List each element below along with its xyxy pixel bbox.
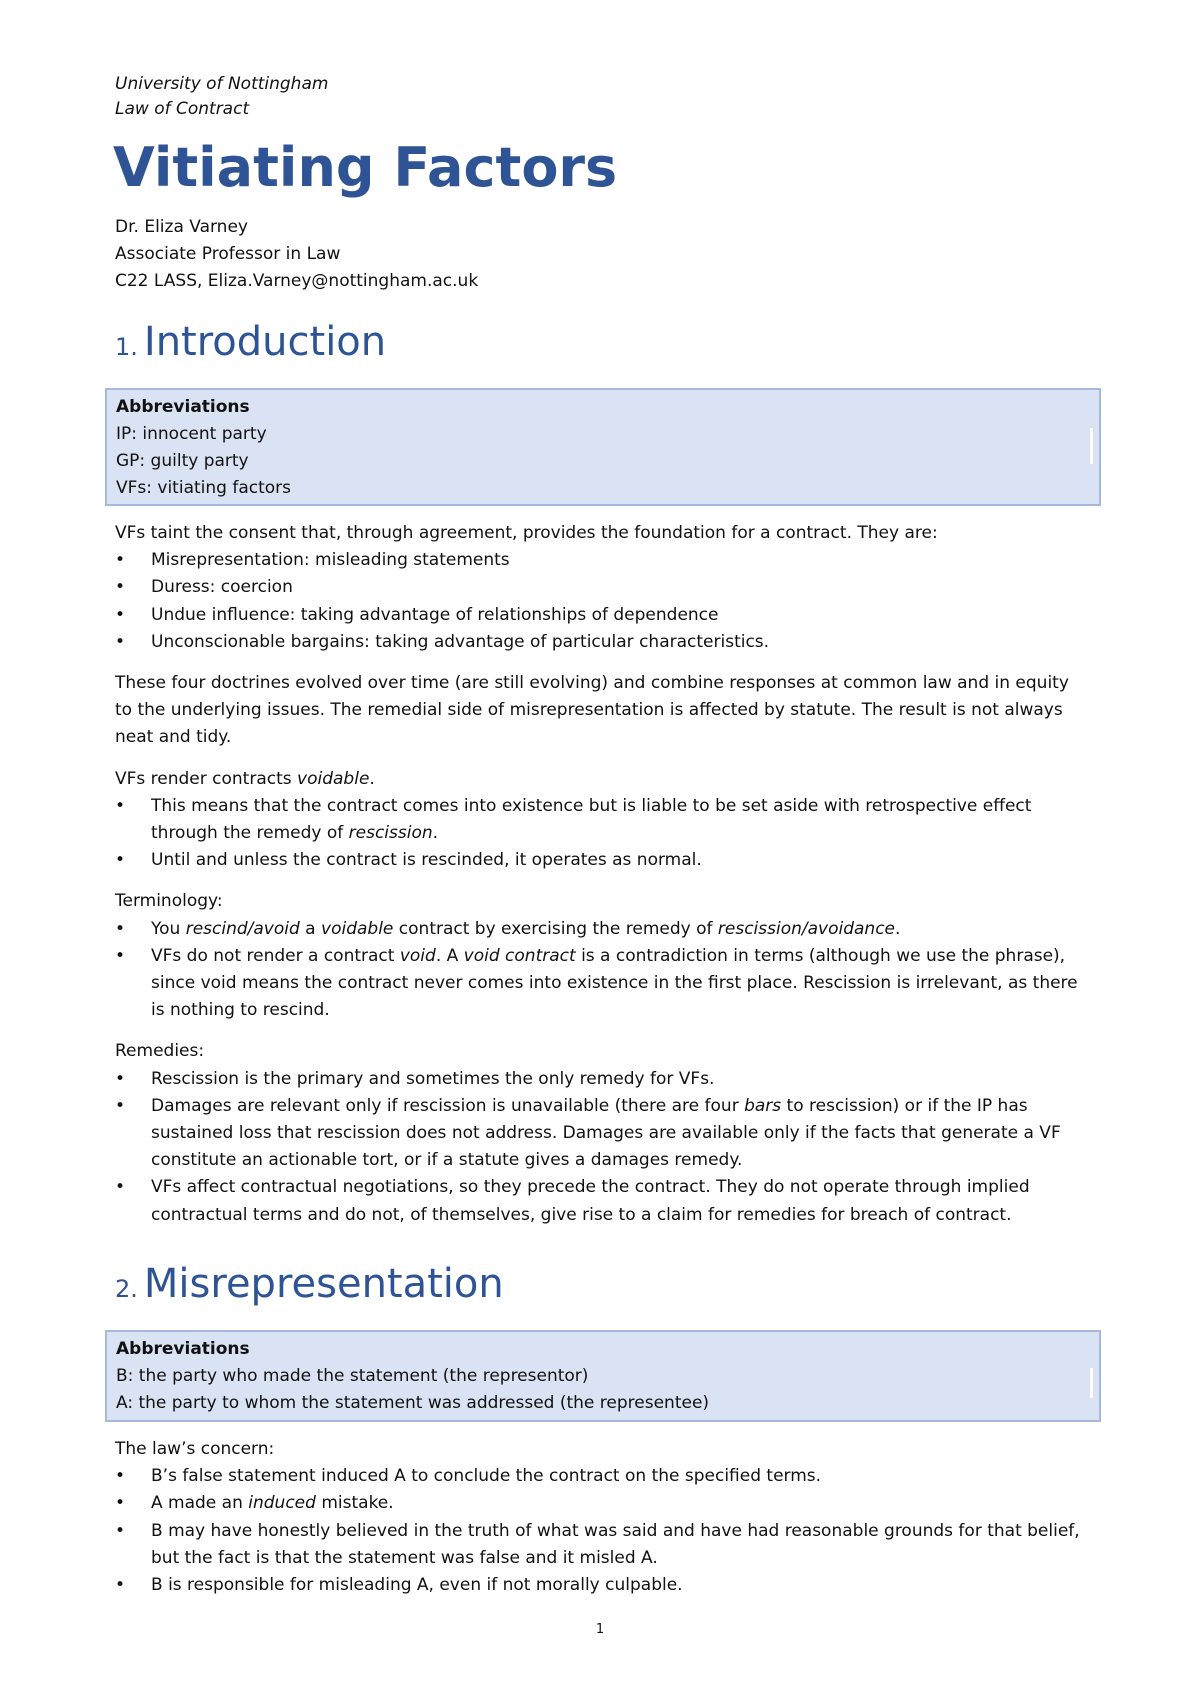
document-title: Vitiating Factors: [113, 136, 618, 199]
list-item: • B’s false statement induced A to conclude the contract on the specified terms.: [115, 1463, 1090, 1490]
abbreviations-title: Abbreviations: [116, 397, 250, 417]
list-item: • This means that the contract comes into existence but is liable to be set aside with retrospective effect through the remedy of rescission.: [115, 793, 1090, 847]
misrepresentation-body: [115, 1436, 1090, 1599]
list-item: • Duress: coercion: [115, 574, 1090, 601]
paragraph: VFs render contracts voidable.: [115, 768, 375, 789]
author-name: Dr. Eliza Varney: [115, 217, 248, 237]
list-item: • VFs do not render a contract void. A void contract is a contradiction in terms (although we use the phrase), since void means the contract never comes into existence in the first place. Rescission is irrelevant, as there is nothing to rescind.: [115, 943, 1090, 1025]
box-divider: [1090, 1368, 1093, 1398]
section-title: Misrepresentation: [143, 1261, 504, 1307]
list-item: • Rescission is the primary and sometimes the only remedy for VFs.: [115, 1066, 1090, 1093]
abbreviation-item: A: the party to whom the statement was addressed (the representee): [116, 1393, 710, 1413]
list-item: • B is responsible for misleading A, even if not morally culpable.: [115, 1572, 1090, 1599]
author-role: Associate Professor in Law: [115, 244, 341, 264]
abbreviation-item: VFs: vitiating factors: [116, 478, 292, 498]
section-heading-misrepresentation: [115, 1260, 504, 1313]
section-title: Introduction: [143, 319, 387, 365]
list-item: • VFs affect contractual negotiations, so they precede the contract. They do not operate through implied contractual terms and do not, of themselves, give rise to a claim for remedies for breach of contract.: [115, 1174, 1090, 1228]
paragraph: Remedies:: [115, 1041, 205, 1062]
list-item: • Unconscionable bargains: taking advantage of particular characteristics.: [115, 629, 1090, 656]
bullet-list: [115, 793, 1090, 875]
abbreviation-item: B: the party who made the statement (the representor): [116, 1366, 589, 1386]
bullet-list: [115, 1066, 1090, 1229]
header-course: Law of Contract: [115, 99, 250, 119]
bullet-list: [115, 1463, 1090, 1599]
introduction-body: [115, 520, 1090, 1229]
paragraph: Terminology:: [115, 891, 223, 912]
author-contact: C22 LASS, Eliza.Varney@nottingham.ac.uk: [115, 271, 479, 291]
abbreviation-item: GP: guilty party: [116, 451, 249, 471]
list-item: • Undue influence: taking advantage of relationships of dependence: [115, 602, 1090, 629]
page-number: 1: [595, 1622, 605, 1637]
paragraph: VFs taint the consent that, through agreement, provides the foundation for a contract. They are:: [115, 523, 938, 543]
header-university: University of Nottingham: [115, 74, 329, 94]
list-item: • B may have honestly believed in the truth of what was said and have had reasonable grounds for that belief, but the fact is that the statement was false and it misled A.: [115, 1518, 1090, 1572]
author-block: [115, 214, 478, 295]
list-item: • Misrepresentation: misleading statements: [115, 547, 1090, 574]
list-item: • Damages are relevant only if rescission is unavailable (there are four bars to rescission) or if the IP has sustained loss that rescission does not address. Damages are available only if the facts that generate a VF constitute an actionable tort, or if a statute gives a damages remedy.: [115, 1093, 1090, 1175]
section-number: 2.: [115, 1275, 138, 1303]
section-number: 1.: [115, 333, 138, 361]
abbreviations-title: Abbreviations: [116, 1339, 250, 1359]
abbreviation-item: IP: innocent party: [116, 424, 267, 444]
abbreviations-box: [105, 388, 1101, 506]
list-item: • A made an induced mistake.: [115, 1490, 1090, 1517]
list-item: • You rescind/avoid a voidable contract by exercising the remedy of rescission/avoidance.: [115, 916, 1090, 943]
bullet-list: [115, 916, 1090, 1025]
list-item: • Until and unless the contract is rescinded, it operates as normal.: [115, 847, 1090, 874]
paragraph: These four doctrines evolved over time (are still evolving) and combine responses at common law and in equity to the underlying issues. The remedial side of misrepresentation is affected by statute. The result is not always neat and tidy.: [115, 673, 1069, 748]
paragraph: The law’s concern:: [115, 1439, 275, 1459]
bullet-list: [115, 547, 1090, 656]
abbreviations-box: [105, 1330, 1101, 1422]
box-divider: [1090, 428, 1093, 464]
section-heading-introduction: [115, 318, 386, 371]
